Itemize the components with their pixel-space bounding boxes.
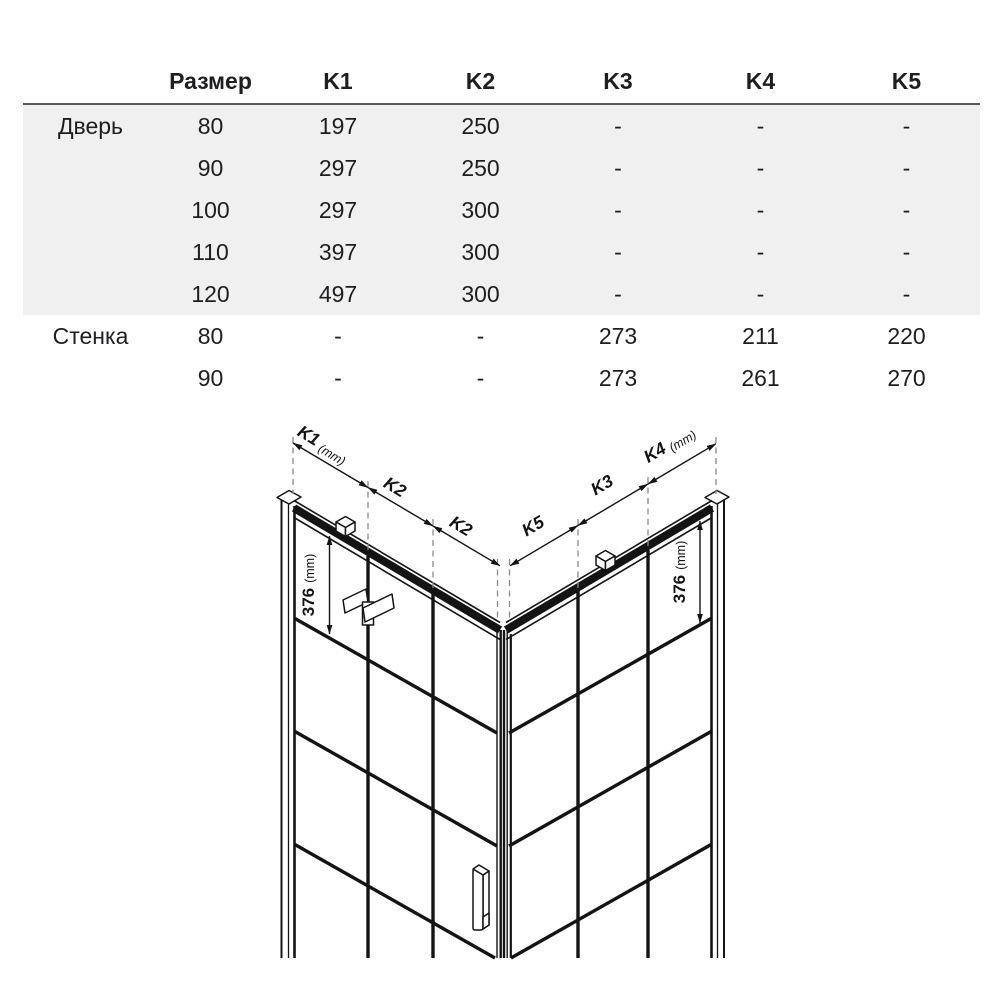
k1-dimension-label: K1(mm) xyxy=(294,420,348,469)
left-wall-profile xyxy=(277,491,301,959)
table-cell: 90 xyxy=(197,365,224,391)
table-cell: - xyxy=(688,105,833,147)
header-cell-k2: K2 xyxy=(413,62,548,105)
table-cell: - xyxy=(688,231,833,273)
table-cell: - xyxy=(688,147,833,189)
right-wall-profile xyxy=(705,491,729,959)
k2-dimension-label: K2 xyxy=(380,472,410,502)
table-cell: - xyxy=(548,231,688,273)
table-cell: 297 xyxy=(263,189,413,231)
row-group-label: Стенка xyxy=(52,323,129,349)
table-cell: 300 xyxy=(413,231,548,273)
table-cell: - xyxy=(334,365,342,391)
left-rail-clamp xyxy=(336,517,355,537)
header-cell-size: Размер xyxy=(158,62,263,105)
table-cell: - xyxy=(476,323,485,349)
left-panel-grid xyxy=(294,553,497,958)
header-cell-k4: K4 xyxy=(688,62,833,105)
table-cell: 497 xyxy=(263,273,413,315)
table-cell: 250 xyxy=(413,147,548,189)
table-cell: 100 xyxy=(158,189,263,231)
table-cell: 300 xyxy=(413,189,548,231)
table-cell: - xyxy=(688,189,833,231)
table-cell: 297 xyxy=(263,147,413,189)
row-group-label xyxy=(23,357,158,399)
height-dimension-label-right: 376(mm) xyxy=(670,540,689,604)
table-cell: 120 xyxy=(158,273,263,315)
row-group-label xyxy=(23,189,158,231)
table-cell: 261 xyxy=(741,365,780,391)
corner-enclosure-diagram xyxy=(0,420,1001,1001)
header-cell-k3: K3 xyxy=(548,62,688,105)
header-cell-empty xyxy=(23,62,158,105)
table-cell: 211 xyxy=(742,323,779,349)
table-cell: - xyxy=(833,147,980,189)
table-cell: - xyxy=(548,189,688,231)
table-cell: - xyxy=(548,147,688,189)
table-cell: 300 xyxy=(413,273,548,315)
table-cell: 273 xyxy=(598,323,638,349)
spec-table xyxy=(23,62,980,399)
height-dimension-label-left: 376(mm) xyxy=(299,553,318,617)
table-cell: - xyxy=(334,323,342,349)
table-cell: - xyxy=(688,273,833,315)
table-cell: - xyxy=(548,273,688,315)
right-rail-clamp xyxy=(596,551,615,571)
table-cell: 80 xyxy=(158,105,263,147)
table-cell: - xyxy=(548,105,688,147)
header-cell-k1: K1 xyxy=(263,62,413,105)
k2-dimension-label: K2 xyxy=(446,511,476,541)
table-cell: - xyxy=(833,273,980,315)
table-cell: 250 xyxy=(413,105,548,147)
table-cell: 110 xyxy=(158,231,263,273)
header-cell-k5: K5 xyxy=(833,62,980,105)
table-cell: 273 xyxy=(598,365,638,391)
door-handle xyxy=(473,865,489,930)
table-cell: - xyxy=(476,365,485,391)
table-cell: 80 xyxy=(197,323,224,349)
row-group-label xyxy=(23,273,158,315)
table-cell: - xyxy=(833,105,980,147)
table-cell: 90 xyxy=(158,147,263,189)
k4-dimension-label: K4(mm) xyxy=(639,427,699,467)
row-group-label xyxy=(23,147,158,189)
row-group-label: Дверь xyxy=(23,105,158,147)
table-cell: 220 xyxy=(887,323,926,349)
k3-dimension-label: K3 xyxy=(587,470,617,500)
table-cell: - xyxy=(833,231,980,273)
table-cell: 197 xyxy=(263,105,413,147)
corner-post xyxy=(497,626,511,958)
row-group-label xyxy=(23,231,158,273)
table-cell: - xyxy=(833,189,980,231)
table-cell: 270 xyxy=(887,365,926,391)
table-cell: 397 xyxy=(263,231,413,273)
k5-dimension-label: K5 xyxy=(518,511,548,541)
